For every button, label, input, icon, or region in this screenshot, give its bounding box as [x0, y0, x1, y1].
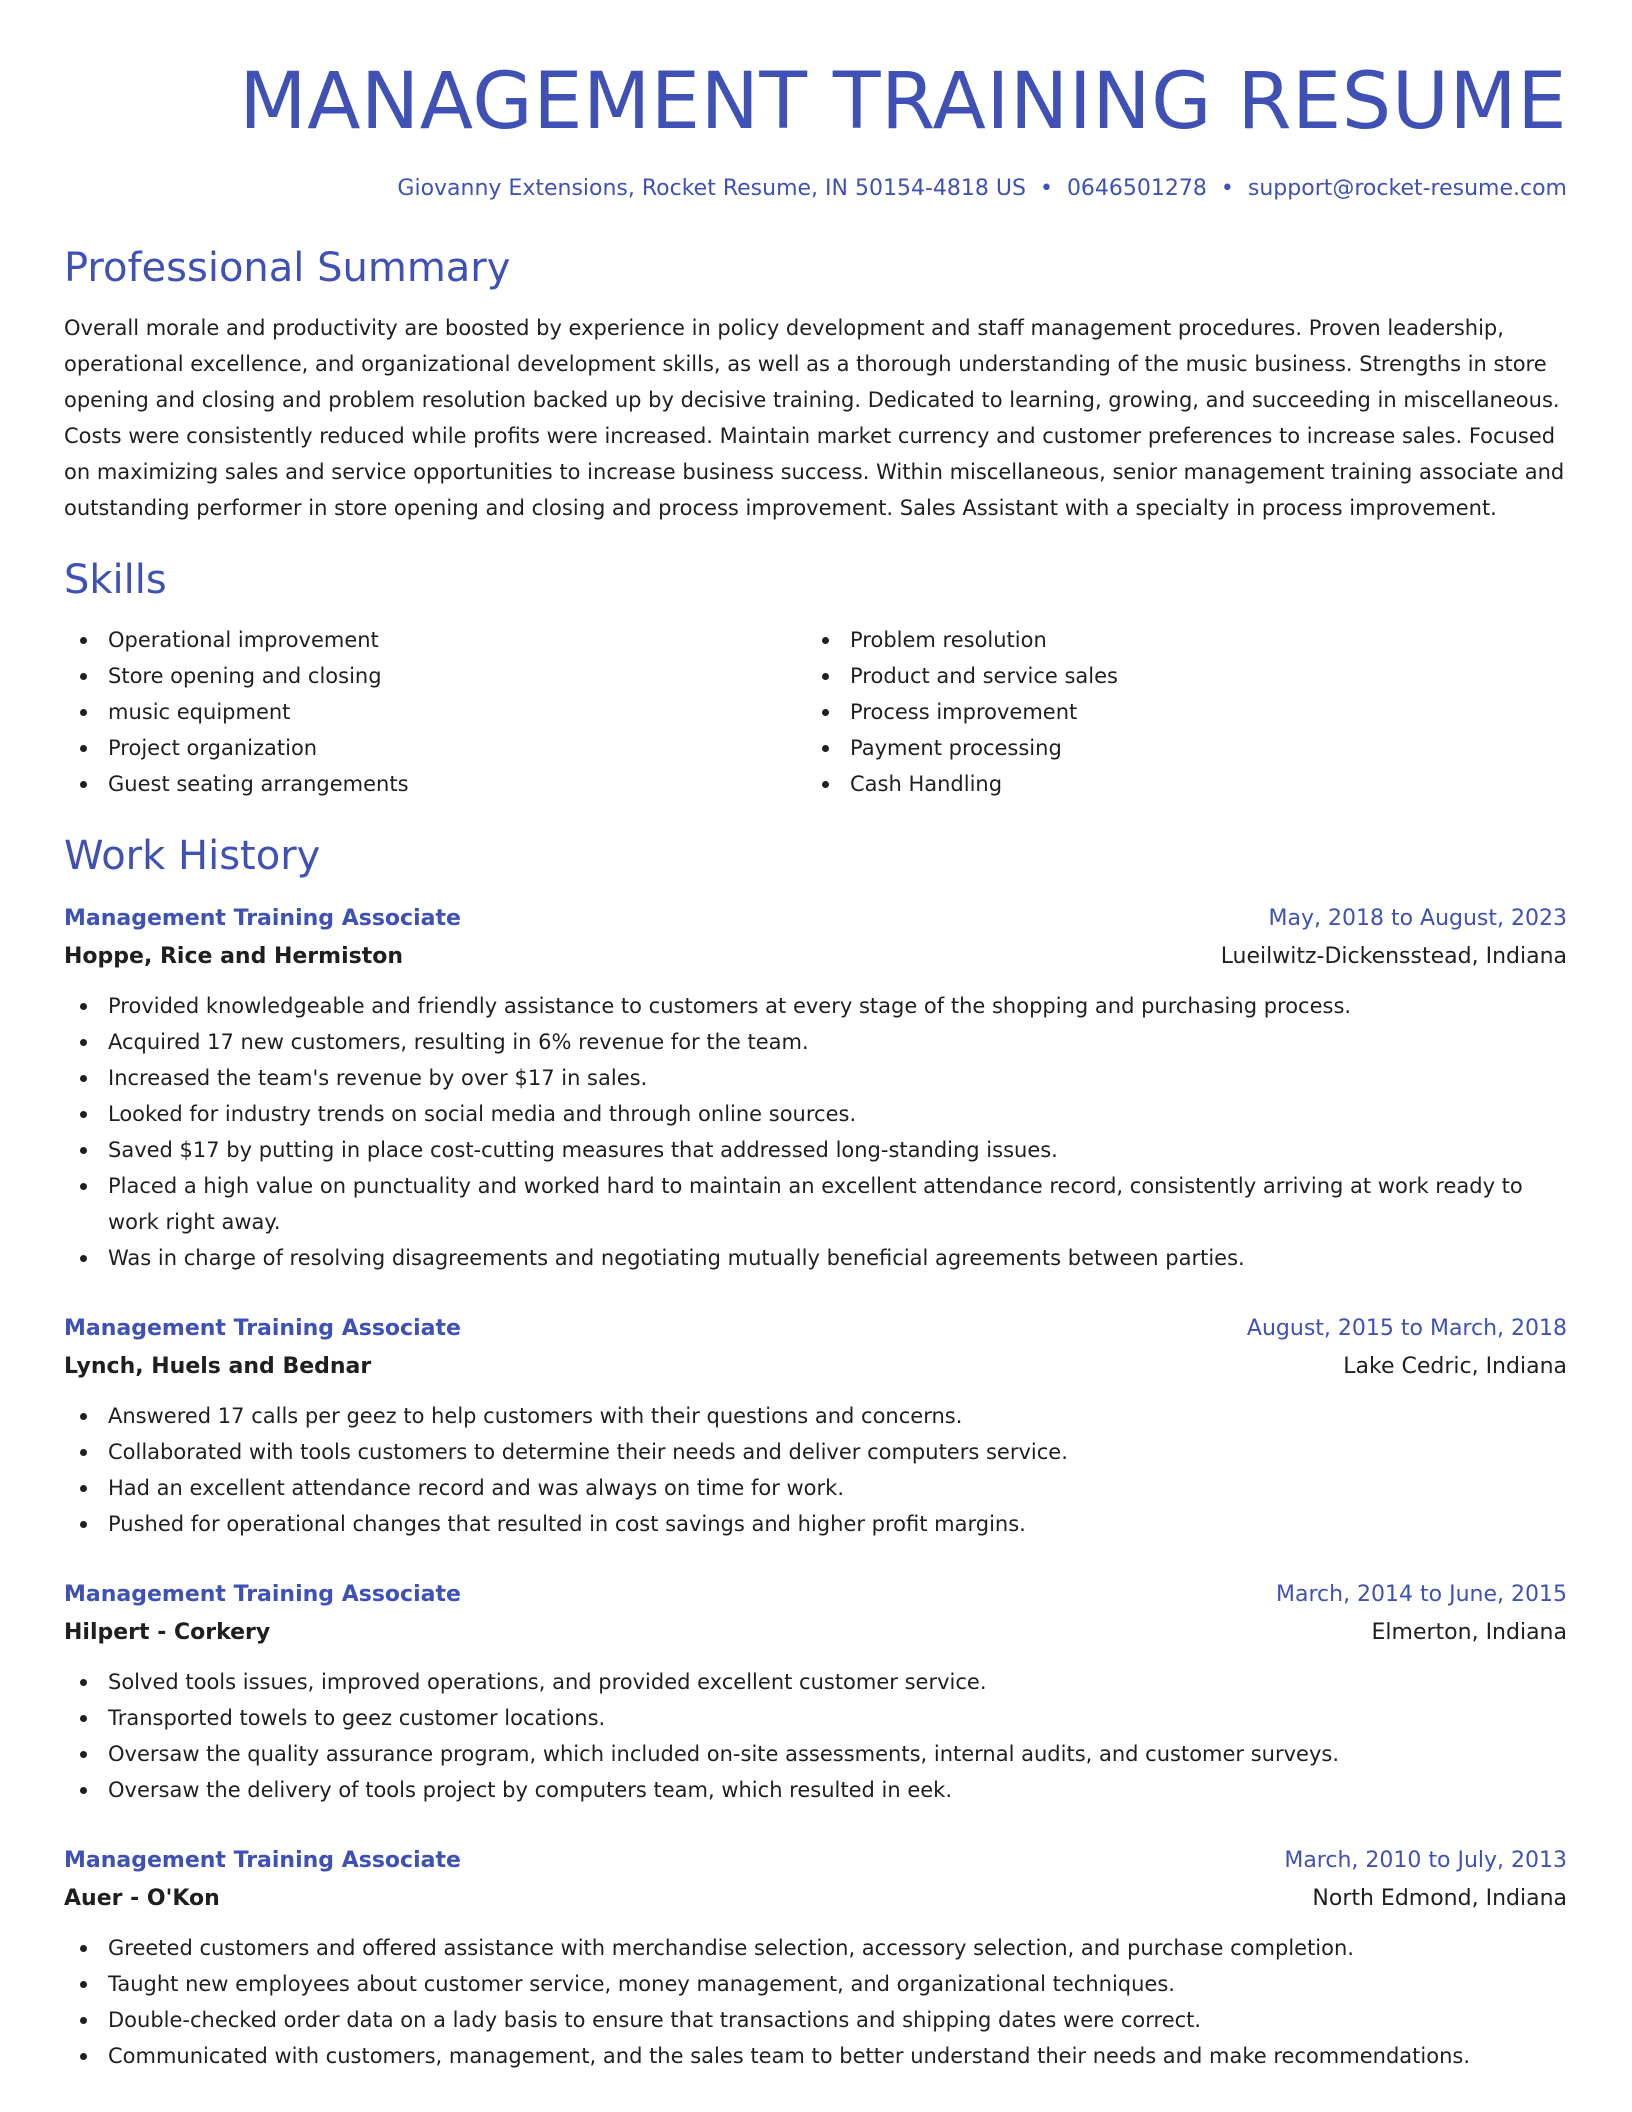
skill-item: Operational improvement [64, 622, 806, 658]
job-bullet: Double-checked order data on a lady basis to ensure that transactions and shipping dates were correct. [64, 2002, 1567, 2038]
job-bullet: Collaborated with tools customers to determine their needs and deliver computers service. [64, 1434, 1567, 1470]
skills-list [64, 622, 1567, 802]
job-bullet: Communicated with customers, management, and the sales team to better understand their needs and make recommendations. [64, 2038, 1567, 2074]
job-bullet: Oversaw the quality assurance program, which included on-site assessments, internal audits, and customer surveys. [64, 1736, 1567, 1772]
job-header-row [64, 1576, 1567, 1614]
skills-heading: Skills [64, 557, 167, 603]
job-company: Hilpert - Corkery [64, 1620, 271, 1645]
contact-separator: • [1220, 176, 1234, 201]
skill-item: Process improvement [806, 694, 1548, 730]
job-bullet: Had an excellent attendance record and was always on time for work. [64, 1470, 1567, 1506]
job-header-row [64, 900, 1567, 938]
job-company: Hoppe, Rice and Hermiston [64, 944, 404, 969]
skills-column-left [64, 622, 806, 802]
job-entry [64, 1310, 1567, 1542]
contact-separator: • [1039, 176, 1053, 201]
job-title: Management Training Associate [64, 1582, 461, 1607]
job-location: Lueilwitz-Dickensstead, Indiana [1220, 944, 1567, 969]
job-dates: March, 2014 to June, 2015 [1276, 1582, 1567, 1607]
skill-item: Project organization [64, 730, 806, 766]
job-location: Lake Cedric, Indiana [1343, 1354, 1567, 1379]
job-company-row [64, 1880, 1567, 1918]
job-bullet: Saved $17 by putting in place cost-cutting measures that addressed long-standing issues. [64, 1132, 1567, 1168]
contact-email: support@rocket-resume.com [1247, 176, 1567, 201]
skill-item: music equipment [64, 694, 806, 730]
job-bullet: Transported towels to geez customer locations. [64, 1700, 1567, 1736]
job-bullet: Increased the team's revenue by over $17 in sales. [64, 1060, 1567, 1096]
job-header-row [64, 1310, 1567, 1348]
job-dates: May, 2018 to August, 2023 [1268, 906, 1567, 931]
job-bullet: Taught new employees about customer service, money management, and organizational techniques. [64, 1966, 1567, 2002]
job-company-row [64, 938, 1567, 976]
job-location: North Edmond, Indiana [1312, 1886, 1567, 1911]
resume-page [64, 0, 1567, 2074]
job-bullet-list [64, 1664, 1567, 1808]
skill-item: Problem resolution [806, 622, 1548, 658]
job-bullet: Provided knowledgeable and friendly assistance to customers at every stage of the shopping and purchasing process. [64, 988, 1567, 1024]
job-entry [64, 1842, 1567, 2074]
job-entry [64, 900, 1567, 1276]
job-entry [64, 1576, 1567, 1808]
job-bullet: Placed a high value on punctuality and worked hard to maintain an excellent attendance record, consistently arriving at work ready to work right away. [64, 1168, 1567, 1240]
job-bullet: Oversaw the delivery of tools project by computers team, which resulted in eek. [64, 1772, 1567, 1808]
job-header-row [64, 1842, 1567, 1880]
job-title: Management Training Associate [64, 1848, 461, 1873]
summary-heading: Professional Summary [64, 245, 511, 291]
summary-text: Overall morale and productivity are boosted by experience in policy development and staff management procedures. Proven leadership, operational excellence, and organizational development skills, as well as a thorough understanding of the music business. Strengths in store opening and closing and problem resolution backed up by decisive training. Dedicated to learning, growing, and succeeding in miscellaneous. Costs were consistently reduced while profits were increased. Maintain market currency and customer preferences to increase sales. Focused on maximizing sales and service opportunities to increase business success. Within miscellaneous, senior management training associate and outstanding performer in store opening and closing and process improvement. Sales Assistant with a specialty in process improvement. [64, 316, 1565, 520]
skill-item: Cash Handling [806, 766, 1548, 802]
job-dates: August, 2015 to March, 2018 [1246, 1316, 1567, 1341]
job-bullet: Answered 17 calls per geez to help customers with their questions and concerns. [64, 1398, 1567, 1434]
skills-column-right [806, 622, 1548, 802]
job-title: Management Training Associate [64, 1316, 461, 1341]
job-dates: March, 2010 to July, 2013 [1284, 1848, 1567, 1873]
job-bullet: Was in charge of resolving disagreements and negotiating mutually beneficial agreements between parties. [64, 1240, 1567, 1276]
job-bullet: Solved tools issues, improved operations, and provided excellent customer service. [64, 1664, 1567, 1700]
contact-line [64, 174, 1567, 204]
work-history-heading: Work History [64, 833, 321, 879]
job-bullet-list [64, 1398, 1567, 1542]
job-company-row [64, 1614, 1567, 1652]
contact-address: Giovanny Extensions, Rocket Resume, IN 50154-4818 US [397, 176, 1026, 201]
job-company: Lynch, Huels and Bednar [64, 1354, 372, 1379]
job-bullet: Looked for industry trends on social media and through online sources. [64, 1096, 1567, 1132]
contact-phone: 0646501278 [1066, 176, 1207, 201]
job-company: Auer - O'Kon [64, 1886, 220, 1911]
job-bullet-list [64, 1930, 1567, 2074]
job-location: Elmerton, Indiana [1371, 1620, 1567, 1645]
skill-item: Product and service sales [806, 658, 1548, 694]
job-title: Management Training Associate [64, 906, 461, 931]
job-company-row [64, 1348, 1567, 1386]
job-bullet-list [64, 988, 1567, 1276]
skill-item: Payment processing [806, 730, 1548, 766]
resume-title: MANAGEMENT TRAINING RESUME [239, 57, 1567, 147]
job-bullet: Acquired 17 new customers, resulting in 6% revenue for the team. [64, 1024, 1567, 1060]
job-bullet: Pushed for operational changes that resulted in cost savings and higher profit margins. [64, 1506, 1567, 1542]
job-bullet: Greeted customers and offered assistance with merchandise selection, accessory selection, and purchase completion. [64, 1930, 1567, 1966]
skill-item: Guest seating arrangements [64, 766, 806, 802]
skill-item: Store opening and closing [64, 658, 806, 694]
